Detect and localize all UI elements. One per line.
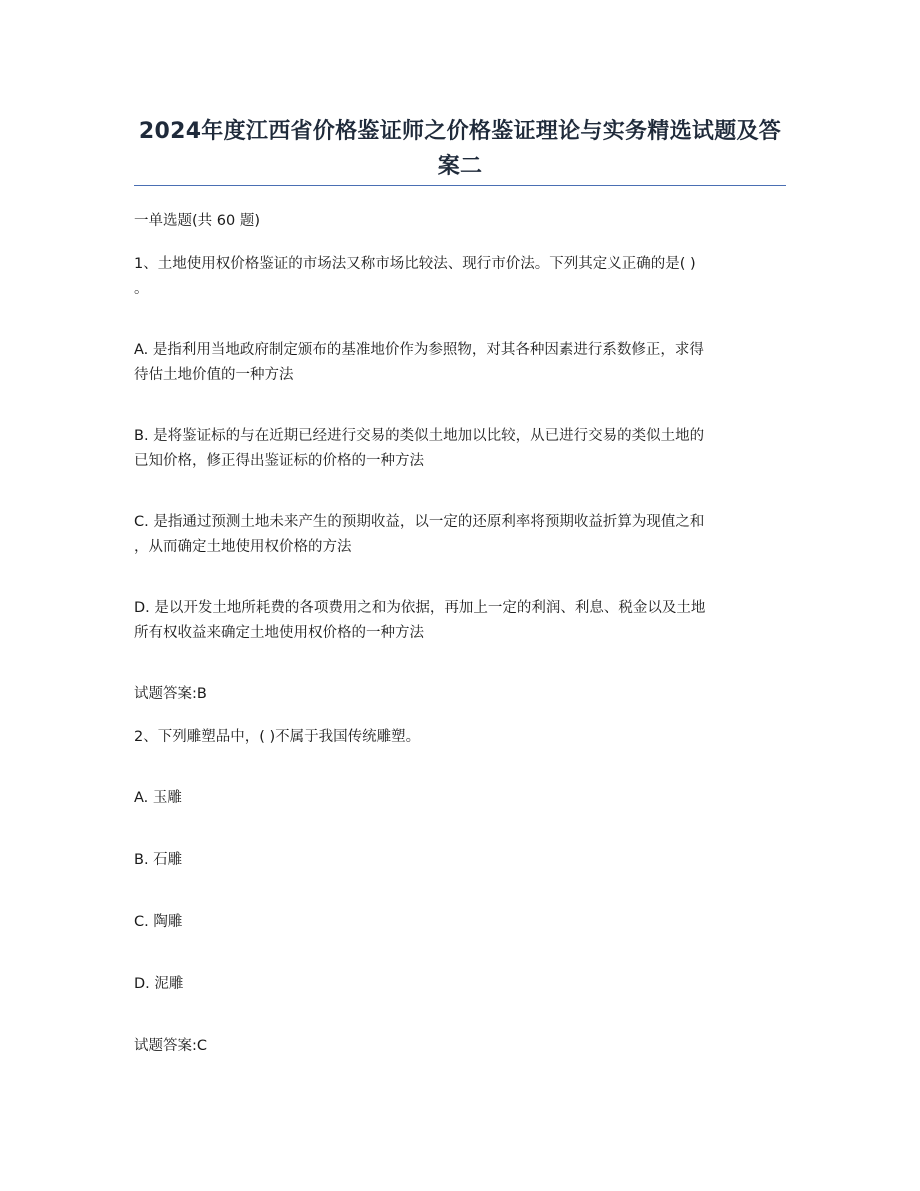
question-1-option-a-line1: A. 是指利用当地政府制定颁布的基准地价作为参照物，对其各种因素进行系数修正，求得 xyxy=(134,342,704,358)
question-1-option-b-line1: B. 是将鉴证标的与在近期已经进行交易的类似土地加以比较，从已进行交易的类似土地的 xyxy=(134,428,705,444)
question-1-option-d-line2: 所有权收益来确定土地使用权价格的一种方法 xyxy=(134,625,424,641)
question-2-option-d: D. 泥雕 xyxy=(134,976,184,992)
question-2-option-a: A. 玉雕 xyxy=(134,790,182,806)
question-1-option-c-line2: ，从而确定土地使用权价格的方法 xyxy=(134,539,352,555)
document-title: 2024年度江西省价格鉴证师之价格鉴证理论与实务精选试题及答案二 xyxy=(138,119,782,179)
question-1-option-c-line1: C. 是指通过预测土地未来产生的预期收益，以一定的还原利率将预期收益折算为现值之和 xyxy=(134,514,705,530)
question-2-stem: 2、下列雕塑品中，( )不属于我国传统雕塑。 xyxy=(134,729,421,745)
question-1-stem-line1: 1、土地使用权价格鉴证的市场法又称市场比较法、现行市价法。下列其定义正确的是( ) xyxy=(134,256,696,272)
question-2-option-b: B. 石雕 xyxy=(134,852,183,868)
question-1-stem-line2: 。 xyxy=(134,281,149,297)
question-1-answer: 试题答案:B xyxy=(134,686,207,702)
question-1-option-d-line1: D. 是以开发土地所耗费的各项费用之和为依据，再加上一定的利润、利息、税金以及土地 xyxy=(134,600,706,616)
question-2-answer: 试题答案:C xyxy=(134,1038,208,1054)
question-2-option-c: C. 陶雕 xyxy=(134,914,183,930)
question-1-option-b-line2: 已知价格，修正得出鉴证标的价格的一种方法 xyxy=(134,453,424,469)
title-underline xyxy=(134,185,786,186)
question-1-option-a-line2: 待估土地价值的一种方法 xyxy=(134,367,294,383)
section-heading: 一单选题(共 60 题) xyxy=(134,213,260,229)
